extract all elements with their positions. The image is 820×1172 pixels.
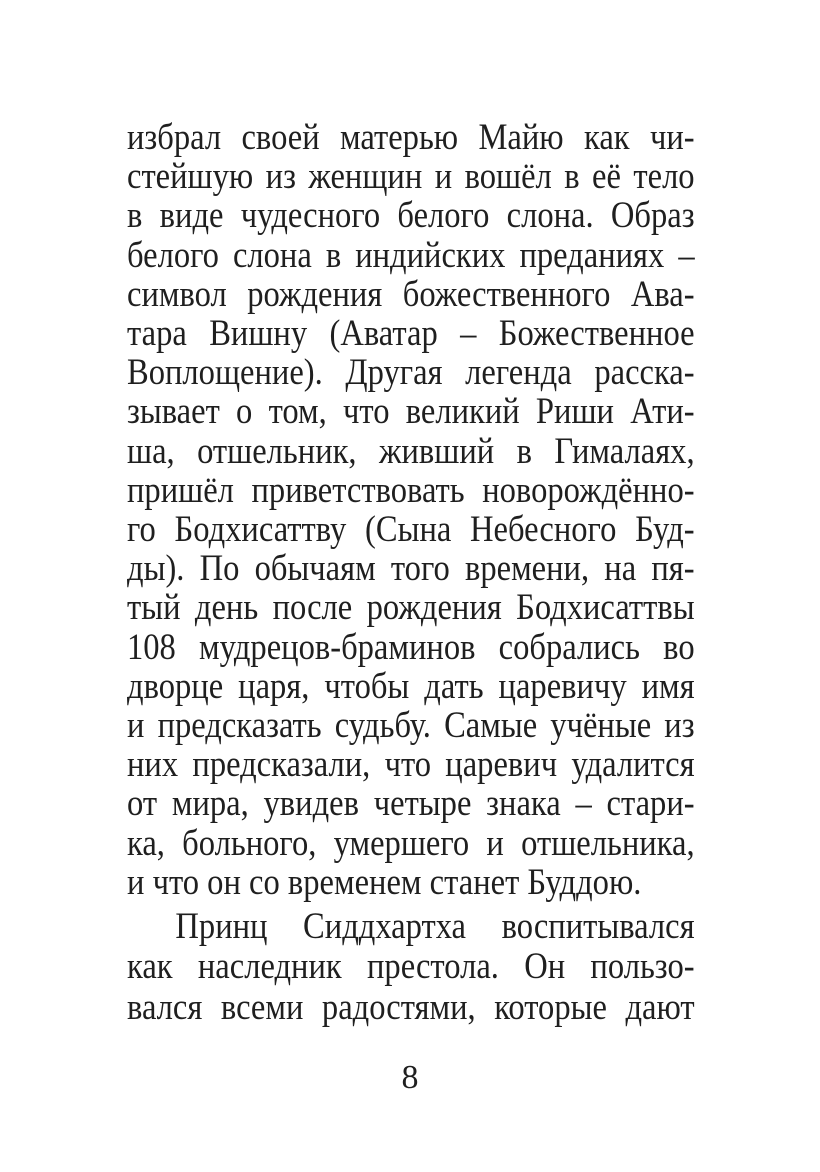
- text-line: 108 мудрецов-браминов собрались во: [127, 627, 695, 668]
- text-line: го Бодхисаттву (Сына Небесного Буд-: [127, 509, 695, 550]
- text-line: них предсказали, что царевич удалится: [127, 744, 695, 785]
- text-line: в виде чудесного белого слона. Образ: [127, 195, 695, 236]
- text-line: Воплощение). Другая легенда расска-: [127, 352, 695, 393]
- text-line: тара Вишну (Аватар – Божественное: [127, 313, 695, 354]
- text-line: вался всеми радостями, которые дают: [127, 987, 695, 1028]
- text-line: символ рождения божественного Ава-: [127, 274, 695, 315]
- text-line: зывает о том, что великий Риши Ати-: [127, 391, 695, 432]
- text-line: дворце царя, чтобы дать царевичу имя: [127, 666, 695, 707]
- text-line: и что он со временем станет Буддою.: [127, 862, 642, 903]
- text-line-paragraph-start: Принц Сиддхартха воспитывался: [175, 906, 695, 947]
- text-line: как наследник престола. Он пользо-: [127, 946, 695, 987]
- page-number: 8: [401, 1059, 419, 1096]
- text-line: ша, отшельник, живший в Гималаях,: [127, 431, 695, 472]
- text-line: и предсказать судьбу. Самые учёные из: [127, 705, 695, 746]
- text-line: белого слона в индийских преданиях –: [127, 235, 695, 276]
- text-line: стейшую из женщин и вошёл в её тело: [127, 156, 695, 197]
- text-line: пришёл приветствовать новорождённо-: [127, 470, 695, 511]
- text-line: ды). По обычаям того времени, на пя-: [127, 548, 695, 589]
- text-line: ка, больного, умершего и отшельника,: [127, 823, 695, 864]
- text-line: от мира, увидев четыре знака – стари-: [127, 783, 695, 824]
- text-line: тый день после рождения Бодхисаттвы: [127, 587, 695, 628]
- text-line: избрал своей матерью Майю как чи-: [127, 117, 695, 158]
